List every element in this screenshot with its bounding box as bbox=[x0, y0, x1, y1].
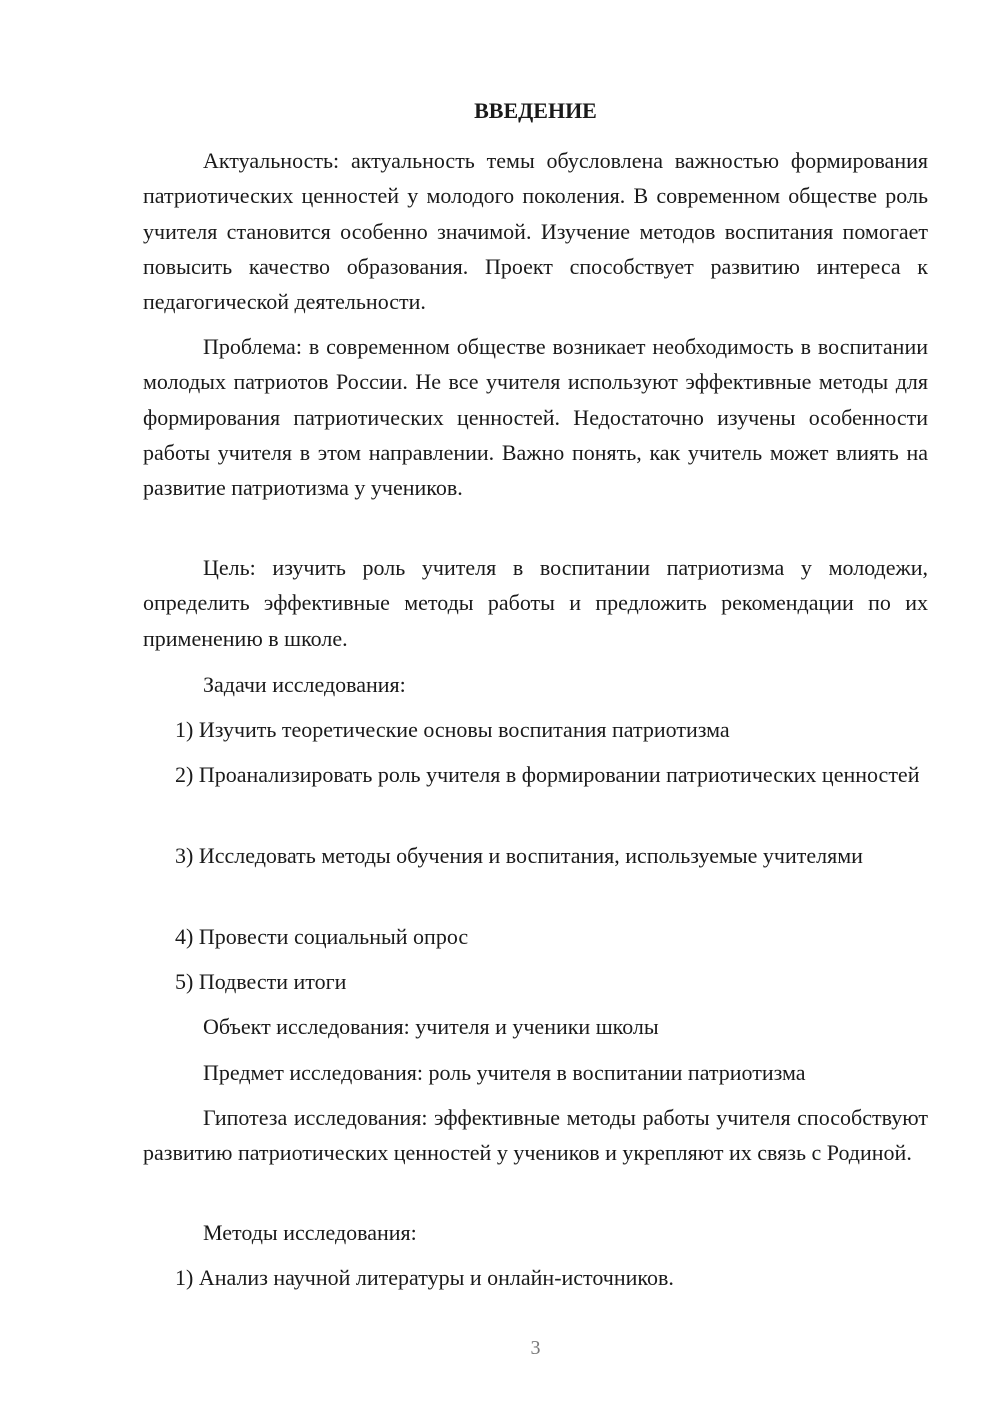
page-number: 3 bbox=[530, 1337, 541, 1359]
relevance-paragraph: Актуальность: актуальность темы обусловлена важностью формирования патриотических ценностей у молодого поколения. В современном обществе роль учителя становится особенно значимой. Изучение методов воспитания помогает повысить качество образования. Проект способствует развитию интереса к педагогической деятельности. bbox=[143, 148, 928, 315]
methods-title: Методы исследования: bbox=[203, 1220, 417, 1245]
hypothesis-paragraph: Гипотеза исследования: эффективные методы работы учителя способствуют развитию патриотических ценностей у учеников и укрепляют их связь с Родиной. bbox=[143, 1105, 928, 1166]
task-item-2: 2) Проанализировать роль учителя в формировании патриотических ценностей bbox=[175, 762, 920, 787]
document-page bbox=[143, 0, 928, 1414]
object-paragraph: Объект исследования: учителя и ученики школы bbox=[203, 1014, 659, 1039]
tasks-title: Задачи исследования: bbox=[203, 672, 406, 697]
subject-paragraph: Предмет исследования: роль учителя в воспитании патриотизма bbox=[203, 1060, 806, 1085]
task-item-3: 3) Исследовать методы обучения и воспитания, используемые учителями bbox=[175, 843, 863, 868]
page-heading: ВВЕДЕНИЕ bbox=[474, 98, 597, 123]
task-item-4: 4) Провести социальный опрос bbox=[175, 924, 469, 949]
task-item-5: 5) Подвести итоги bbox=[175, 969, 347, 994]
task-item-1: 1) Изучить теоретические основы воспитания патриотизма bbox=[175, 717, 730, 742]
problem-paragraph: Проблема: в современном обществе возникает необходимость в воспитании молодых патриотов России. Не все учителя используют эффективные методы для формирования патриотических ценностей. Недостаточно изучены особенности работы учителя в этом направлении. Важно понять, как учитель может влиять на развитие патриотизма у учеников. bbox=[143, 334, 928, 501]
goal-paragraph: Цель: изучить роль учителя в воспитании патриотизма у молодежи, определить эффективные методы работы и предложить рекомендации по их применению в школе. bbox=[143, 555, 928, 651]
method-item-1: 1) Анализ научной литературы и онлайн-источников. bbox=[175, 1265, 674, 1290]
